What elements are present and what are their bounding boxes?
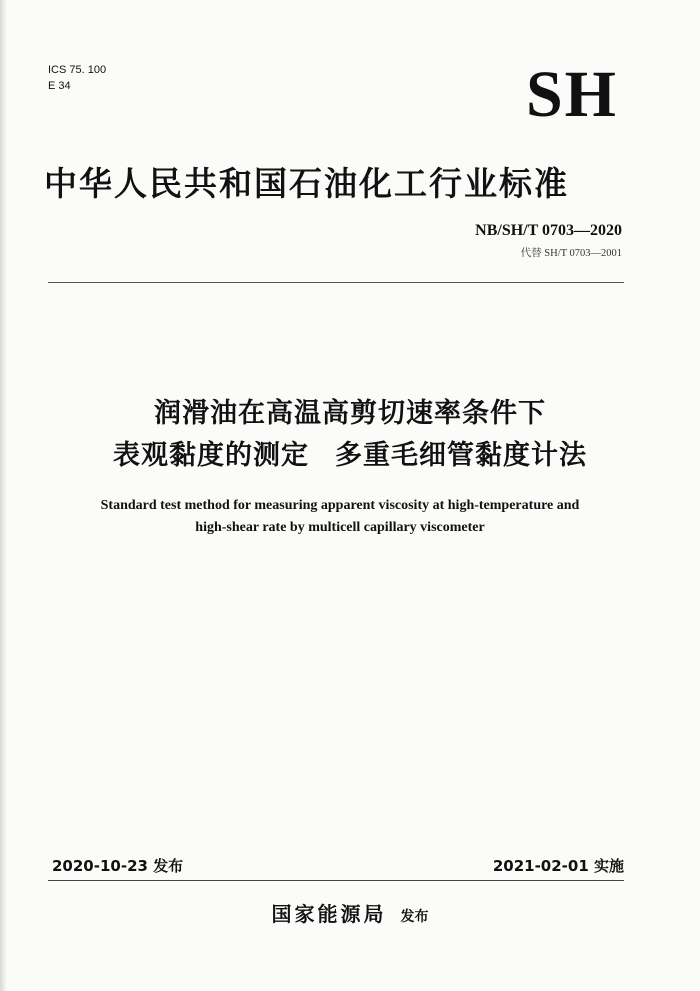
- replaces-standard: 代替 SH/T 0703—2001: [520, 248, 622, 259]
- title-en-line2: high-shear rate by multicell capillary viscometer: [195, 520, 485, 535]
- title-cn-line2-part2: 多重毛细管黏度计法: [335, 440, 587, 471]
- standard-number: NB/SH/T 0703—2020: [475, 222, 622, 239]
- title-cn-line2: [0, 435, 700, 477]
- date-row: [52, 855, 624, 879]
- standard-series-title: 中华人民共和国石油化工行业标准: [44, 164, 569, 203]
- document-title-en: [40, 495, 640, 539]
- issuer-name: 国家能源局: [271, 902, 387, 926]
- sh-logo: SH: [525, 58, 618, 131]
- classification-block: [48, 62, 106, 94]
- issuer-block: [0, 898, 700, 927]
- title-cn-line2-part1: 表观黏度的测定: [113, 440, 309, 471]
- document-title-cn: [0, 393, 700, 477]
- top-divider: [48, 282, 624, 283]
- category-code: E 34: [48, 80, 71, 92]
- title-cn-line1: 润滑油在高温高剪切速率条件下: [154, 398, 546, 429]
- title-en-line1: Standard test method for measuring apparent viscosity at high-temperature and: [100, 498, 580, 513]
- ics-code: ICS 75. 100: [48, 64, 107, 76]
- bottom-divider: [48, 880, 624, 881]
- issue-label: 发布: [400, 909, 429, 925]
- effective-date: 2021-02-01 实施: [492, 857, 624, 875]
- issue-date: 2020-10-23 发布: [52, 857, 184, 875]
- page-edge-shadow: [0, 0, 6, 991]
